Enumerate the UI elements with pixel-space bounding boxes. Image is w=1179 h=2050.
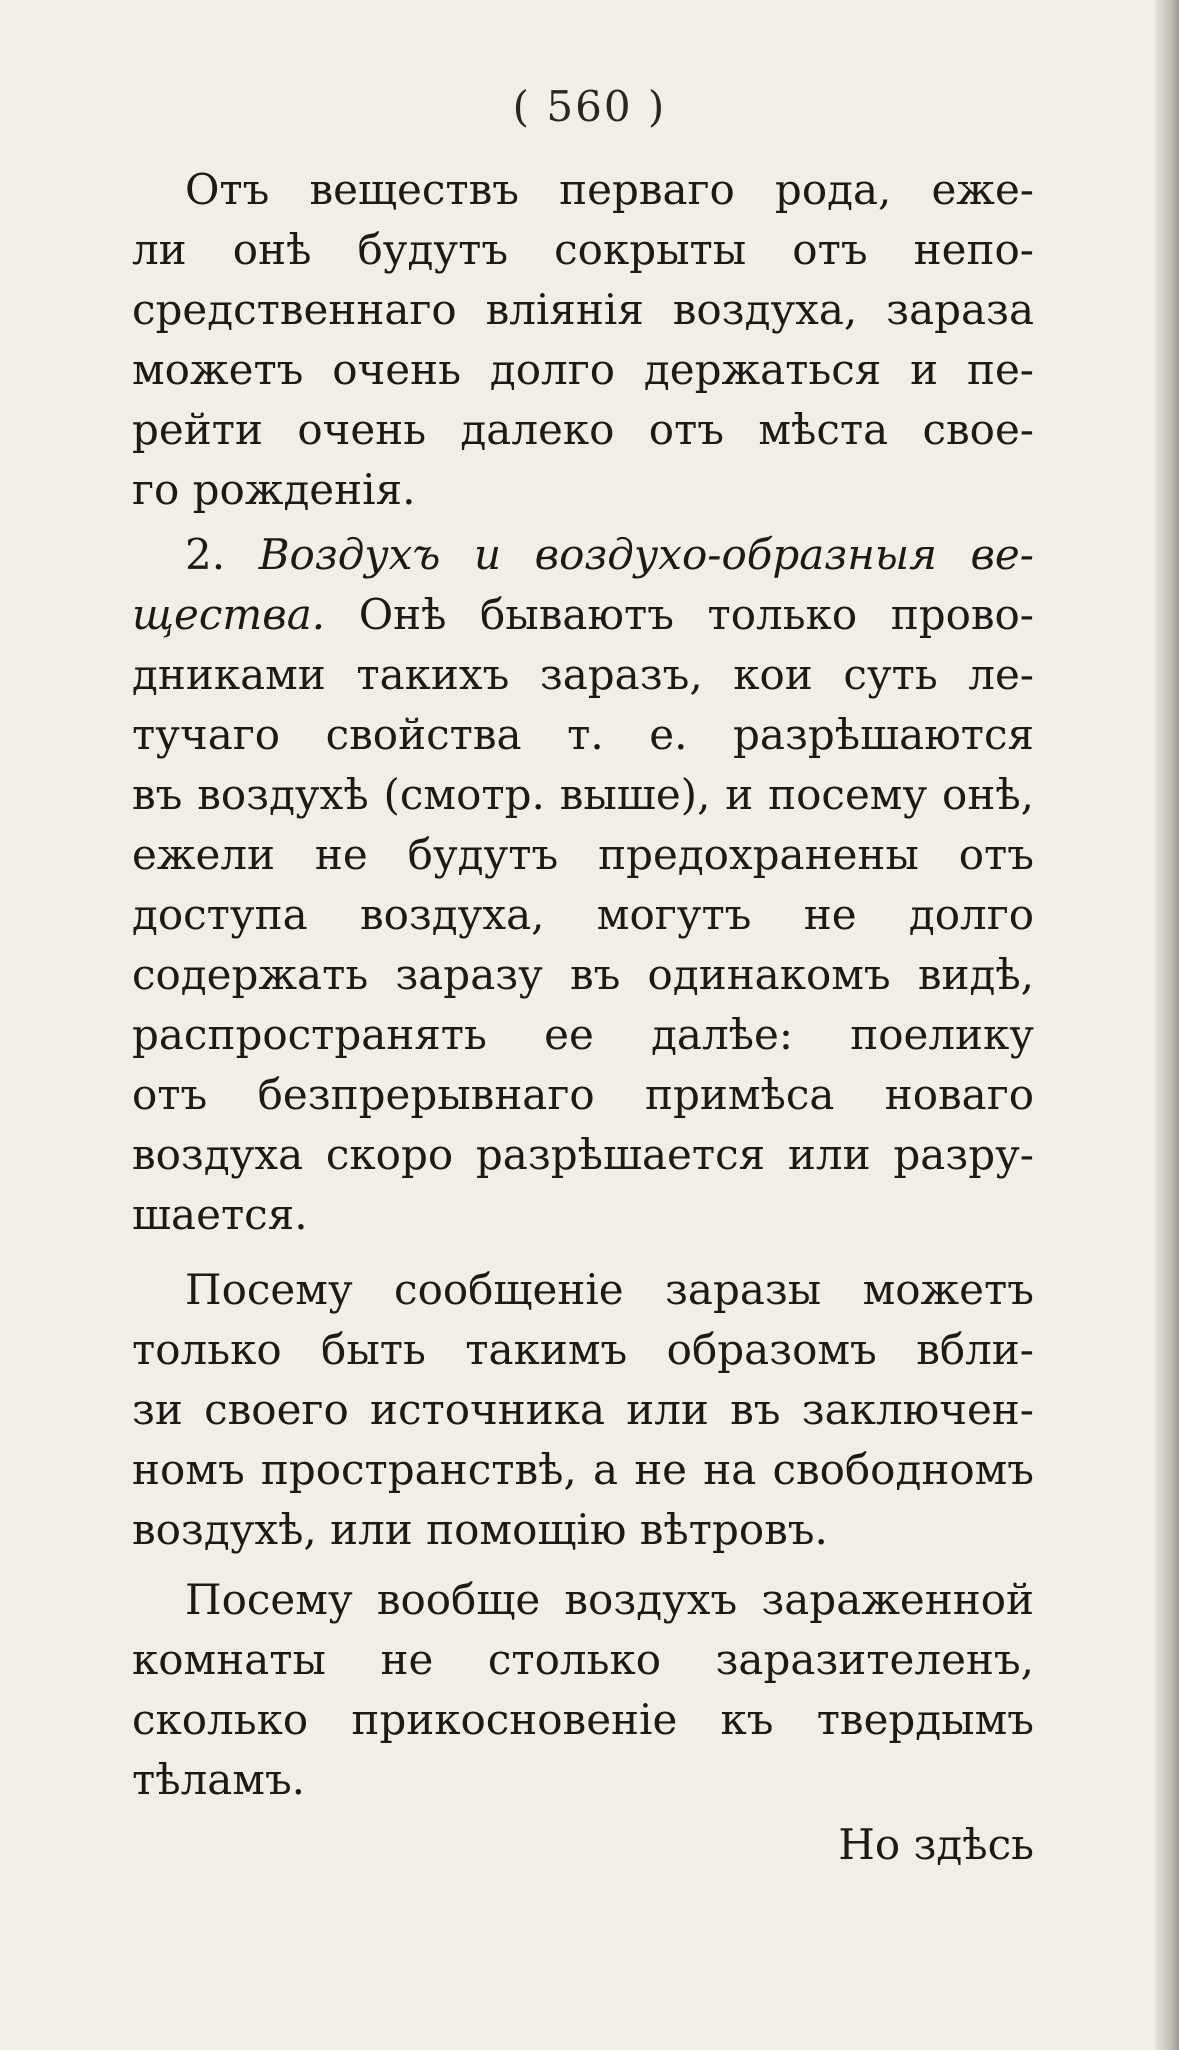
- paragraph-1-line-2: ли онѣ будутъ сокрыты отъ непо-: [132, 225, 1034, 274]
- paragraph-2-line-12: шается.: [132, 1190, 308, 1239]
- paragraph-4-line-2: комнаты не столько заразителенъ,: [132, 1635, 1034, 1684]
- paragraph-1-line-4: можетъ очень долго держаться и пе-: [132, 345, 1034, 394]
- catchword: Но здѣсь: [838, 1820, 1034, 1869]
- paragraph-4-line-1: Посему вообще воздухъ зараженной: [185, 1575, 1034, 1624]
- paragraph-2-line-5: въ воздухѣ (смотр. выше), и посему онѣ,: [132, 770, 1034, 819]
- paragraph-4-line-4: тѣламъ.: [132, 1755, 306, 1804]
- section-2-line-2-text: Онѣ бываютъ только прово-: [358, 590, 1034, 639]
- section-2-title: Воздухъ и воздухо-образныя ве-: [258, 530, 1034, 579]
- paragraph-3-line-2: только быть такимъ образомъ вбли-: [132, 1325, 1034, 1374]
- paragraph-2-line-7: доступа воздуха, могутъ не долго: [132, 890, 1034, 939]
- paragraph-2-line-9: распространять ее далѣе: поелику: [132, 1010, 1034, 1059]
- paragraph-1-line-6: го рожденія.: [132, 465, 416, 514]
- page-edge-shadow: [1155, 0, 1179, 2050]
- page-number: ( 560 ): [512, 82, 667, 131]
- paragraph-2-line-11: воздуха скоро разрѣшается или разру-: [132, 1130, 1034, 1179]
- paragraph-3-line-5: воздухѣ, или помощію вѣтровъ.: [132, 1505, 828, 1554]
- paragraph-2-line-3: дниками такихъ заразъ, кои суть ле-: [132, 650, 1034, 699]
- paragraph-3-line-1: Посему сообщеніе заразы можетъ: [185, 1265, 1034, 1314]
- paragraph-2-line-6: ежели не будутъ предохранены отъ: [132, 830, 1034, 879]
- paragraph-2-line-8: содержать заразу въ одинакомъ видѣ,: [132, 950, 1034, 999]
- section-2-heading-line: [185, 525, 1034, 585]
- paragraph-1-line-1: Отъ веществъ перваго рода, еже-: [185, 165, 1034, 214]
- section-2-heading-line-2: [132, 585, 1034, 645]
- paragraph-3-line-4: номъ пространствѣ, а не на свободномъ: [132, 1445, 1034, 1494]
- section-2-title-cont: щества.: [132, 590, 326, 639]
- paragraph-2-line-10: отъ безпрерывнаго примѣса новаго: [132, 1070, 1034, 1119]
- paragraph-1-line-3: средственнаго вліянія воздуха, зараза: [132, 285, 1034, 334]
- section-2-number: 2.: [185, 530, 226, 579]
- paragraph-2-line-4: тучаго свойства т. е. разрѣшаются: [132, 710, 1034, 759]
- paragraph-3-line-3: зи своего источника или въ заключен-: [132, 1385, 1034, 1434]
- paragraph-1-line-5: рейти очень далеко отъ мѣста свое-: [132, 405, 1034, 454]
- paragraph-4-line-3: сколько прикосновеніе къ твердымъ: [132, 1695, 1034, 1744]
